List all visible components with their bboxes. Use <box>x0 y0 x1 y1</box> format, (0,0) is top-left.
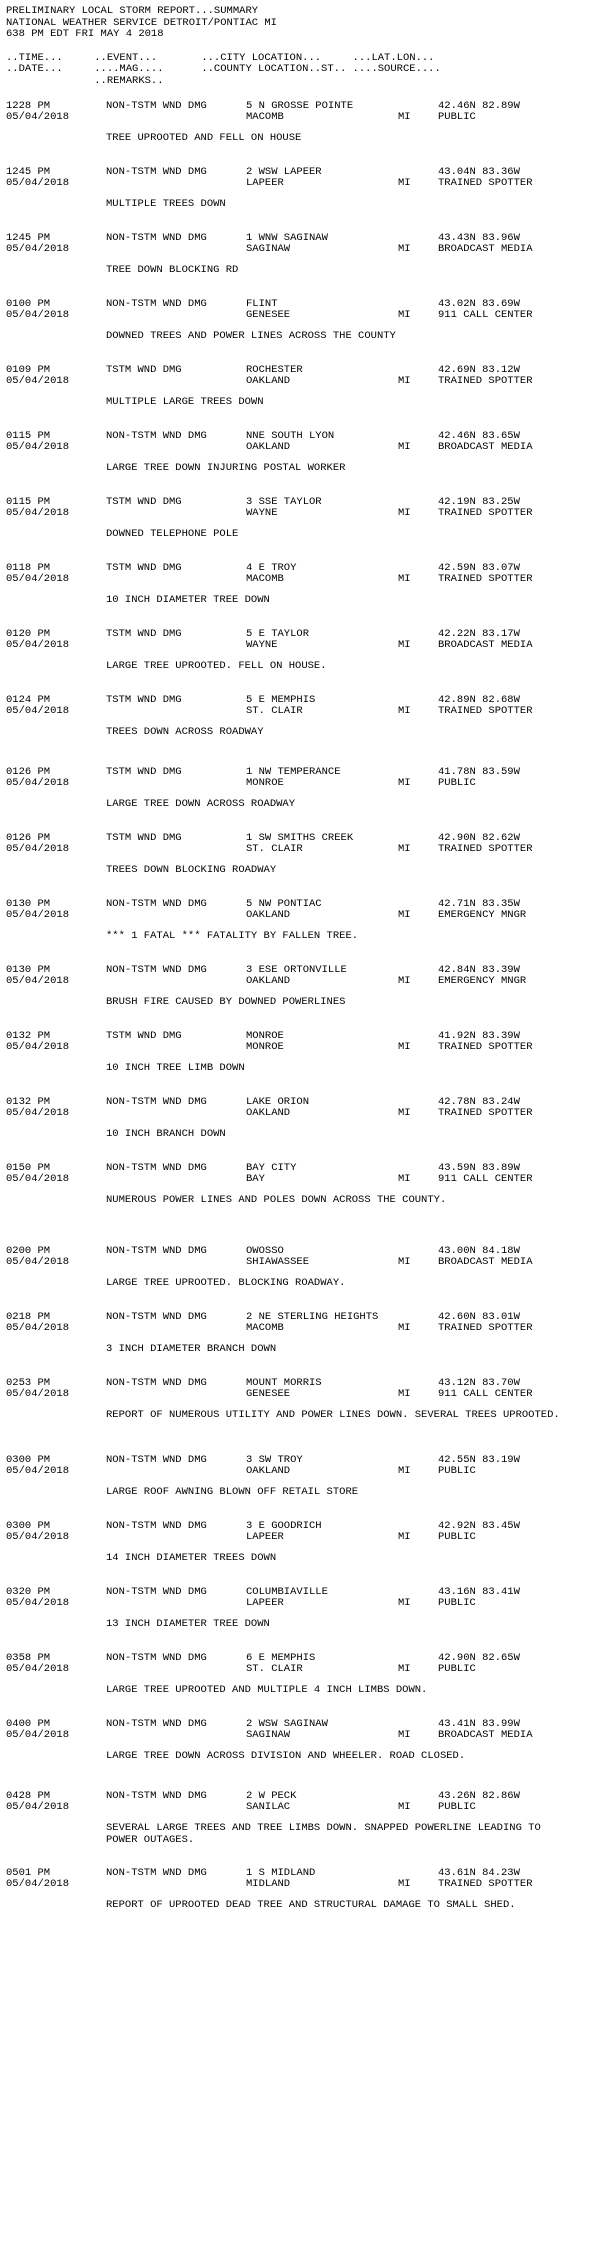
state-code: MI <box>398 1172 411 1185</box>
remarks: 14 INCH DIAMETER TREES DOWN <box>106 1552 277 1564</box>
city-location: ROCHESTER <box>246 364 303 376</box>
report-date: 05/04/2018 <box>6 1662 70 1675</box>
city-location: 1 SW SMITHS CREEK <box>246 832 354 844</box>
county-location: OAKLAND <box>246 1106 291 1119</box>
report-date: 05/04/2018 <box>6 1106 70 1119</box>
remarks: 13 INCH DIAMETER TREE DOWN <box>106 1618 270 1630</box>
remarks: 3 INCH DIAMETER BRANCH DOWN <box>106 1343 277 1355</box>
city-location: 5 E MEMPHIS <box>246 694 316 706</box>
state-code: MI <box>398 974 411 987</box>
lat-lon: 43.41N 83.99W <box>438 1718 520 1730</box>
lat-lon: 43.59N 83.89W <box>438 1162 520 1174</box>
event-type: TSTM WND DMG <box>106 562 182 574</box>
report-date: 05/04/2018 <box>6 176 70 189</box>
remarks: LARGE ROOF AWNING BLOWN OFF RETAIL STORE <box>106 1486 359 1498</box>
remarks: LARGE TREE DOWN INJURING POSTAL WORKER <box>106 462 346 474</box>
city-location: 2 WSW SAGINAW <box>246 1718 328 1730</box>
remarks: DOWNED TREES AND POWER LINES ACROSS THE COUNTY <box>106 330 396 342</box>
report-time: 0115 PM <box>6 496 51 508</box>
city-location: LAKE ORION <box>246 1096 310 1108</box>
report-source: PUBLIC <box>438 1800 476 1813</box>
report-source: TRAINED SPOTTER <box>438 572 533 585</box>
report-date: 05/04/2018 <box>6 110 70 123</box>
report-date: 05/04/2018 <box>6 974 70 987</box>
table-row <box>6 1719 606 1785</box>
city-location: 1 WNW SAGINAW <box>246 232 328 244</box>
table-row <box>6 767 606 833</box>
state-code: MI <box>398 110 411 123</box>
issue-time: 638 PM EDT FRI MAY 4 2018 <box>6 28 164 40</box>
report-time: 0218 PM <box>6 1311 51 1323</box>
report-source: 911 CALL CENTER <box>438 1172 533 1185</box>
event-type: TSTM WND DMG <box>106 694 182 706</box>
lat-lon: 42.90N 82.62W <box>438 832 520 844</box>
county-location: WAYNE <box>246 506 278 519</box>
city-location: 2 WSW LAPEER <box>246 166 322 178</box>
table-row <box>6 299 606 365</box>
city-location: COLUMBIAVILLE <box>246 1586 328 1598</box>
report-source: EMERGENCY MNGR <box>438 974 527 987</box>
lat-lon: 42.89N 82.68W <box>438 694 520 706</box>
report-time: 0253 PM <box>6 1377 51 1389</box>
report-time: 1245 PM <box>6 166 51 178</box>
report-date: 05/04/2018 <box>6 1464 70 1477</box>
table-row <box>6 629 606 695</box>
report-date: 05/04/2018 <box>6 908 70 921</box>
county-location: OAKLAND <box>246 974 291 987</box>
county-location: ST. CLAIR <box>246 704 303 717</box>
county-location: MACOMB <box>246 572 284 585</box>
lat-lon: 43.16N 83.41W <box>438 1586 520 1598</box>
report-time: 0132 PM <box>6 1030 51 1042</box>
report-date: 05/04/2018 <box>6 1728 70 1741</box>
report-time: 0132 PM <box>6 1096 51 1108</box>
remarks: DOWNED TELEPHONE POLE <box>106 528 239 540</box>
city-location: MONROE <box>246 1030 284 1042</box>
county-location: LAPEER <box>246 1530 284 1543</box>
report-source: PUBLIC <box>438 1464 476 1477</box>
report-source: PUBLIC <box>438 776 476 789</box>
table-row <box>6 1587 606 1653</box>
state-code: MI <box>398 440 411 453</box>
lat-lon: 41.92N 83.39W <box>438 1030 520 1042</box>
report-time: 0126 PM <box>6 766 51 778</box>
lat-lon: 43.02N 83.69W <box>438 298 520 310</box>
report-date: 05/04/2018 <box>6 1387 70 1400</box>
event-type: TSTM WND DMG <box>106 832 182 844</box>
report-time: 0300 PM <box>6 1520 51 1532</box>
city-location: MOUNT MORRIS <box>246 1377 322 1389</box>
table-row <box>6 563 606 629</box>
table-row <box>6 1097 606 1163</box>
city-location: 1 NW TEMPERANCE <box>246 766 341 778</box>
report-entries <box>6 101 606 1945</box>
remarks: LARGE TREE UPROOTED. FELL ON HOUSE. <box>106 660 327 672</box>
lat-lon: 43.12N 83.70W <box>438 1377 520 1389</box>
county-location: OAKLAND <box>246 1464 291 1477</box>
table-row <box>6 1312 606 1378</box>
report-date: 05/04/2018 <box>6 1172 70 1185</box>
city-location: 5 E TAYLOR <box>246 628 310 640</box>
lat-lon: 42.69N 83.12W <box>438 364 520 376</box>
city-location: 3 E GOODRICH <box>246 1520 322 1532</box>
table-row <box>6 1246 606 1312</box>
table-row <box>6 1378 606 1455</box>
report-date: 05/04/2018 <box>6 1255 70 1268</box>
report-time: 0109 PM <box>6 364 51 376</box>
county-location: MONROE <box>246 1040 284 1053</box>
remarks: LARGE TREE DOWN ACROSS ROADWAY <box>106 798 296 810</box>
event-type: NON-TSTM WND DMG <box>106 1245 207 1257</box>
table-row <box>6 431 606 497</box>
table-row <box>6 101 606 167</box>
state-code: MI <box>398 1662 411 1675</box>
county-location: WAYNE <box>246 638 278 651</box>
state-code: MI <box>398 176 411 189</box>
county-location: GENESEE <box>246 1387 291 1400</box>
report-time: 0150 PM <box>6 1162 51 1174</box>
issuing-office: NATIONAL WEATHER SERVICE DETROIT/PONTIAC MI <box>6 16 277 29</box>
table-row <box>6 1031 606 1097</box>
report-time: 0130 PM <box>6 898 51 910</box>
remarks: TREES DOWN BLOCKING ROADWAY <box>106 864 277 876</box>
report-source: PUBLIC <box>438 1662 476 1675</box>
state-code: MI <box>398 572 411 585</box>
event-type: TSTM WND DMG <box>106 628 182 640</box>
remarks: 10 INCH DIAMETER TREE DOWN <box>106 594 270 606</box>
lat-lon: 42.78N 83.24W <box>438 1096 520 1108</box>
lat-lon: 43.26N 82.86W <box>438 1790 520 1802</box>
event-type: NON-TSTM WND DMG <box>106 1718 207 1730</box>
table-row <box>6 899 606 965</box>
remarks: NUMEROUS POWER LINES AND POLES DOWN ACROSS THE COUNTY. <box>106 1194 447 1206</box>
event-type: NON-TSTM WND DMG <box>106 1454 207 1466</box>
city-location: 1 S MIDLAND <box>246 1867 316 1879</box>
state-code: MI <box>398 1877 411 1890</box>
report-time: 0120 PM <box>6 628 51 640</box>
lat-lon: 42.19N 83.25W <box>438 496 520 508</box>
lat-lon: 43.43N 83.96W <box>438 232 520 244</box>
report-time: 0118 PM <box>6 562 51 574</box>
lat-lon: 42.59N 83.07W <box>438 562 520 574</box>
remarks: REPORT OF UPROOTED DEAD TREE AND STRUCTURAL DAMAGE TO SMALL SHED. <box>106 1899 516 1911</box>
city-location: 3 ESE ORTONVILLE <box>246 964 347 976</box>
county-location: OAKLAND <box>246 374 291 387</box>
city-location: 3 SSE TAYLOR <box>246 496 322 508</box>
event-type: NON-TSTM WND DMG <box>106 964 207 976</box>
table-row <box>6 233 606 299</box>
report-source: 911 CALL CENTER <box>438 308 533 321</box>
report-date: 05/04/2018 <box>6 506 70 519</box>
report-date: 05/04/2018 <box>6 308 70 321</box>
state-code: MI <box>398 1800 411 1813</box>
state-code: MI <box>398 1464 411 1477</box>
county-location: MIDLAND <box>246 1877 291 1890</box>
remarks: *** 1 FATAL *** FATALITY BY FALLEN TREE. <box>106 930 359 942</box>
report-time: 1228 PM <box>6 100 51 112</box>
state-code: MI <box>398 308 411 321</box>
lat-lon: 42.84N 83.39W <box>438 964 520 976</box>
county-location: ST. CLAIR <box>246 842 303 855</box>
report-time: 0100 PM <box>6 298 51 310</box>
table-row <box>6 1791 606 1868</box>
city-location: 2 NE STERLING HEIGHTS <box>246 1311 379 1323</box>
table-row <box>6 1163 606 1240</box>
report-time: 0501 PM <box>6 1867 51 1879</box>
event-type: NON-TSTM WND DMG <box>106 1652 207 1664</box>
state-code: MI <box>398 1255 411 1268</box>
event-type: NON-TSTM WND DMG <box>106 232 207 244</box>
report-source: TRAINED SPOTTER <box>438 842 533 855</box>
report-source: PUBLIC <box>438 110 476 123</box>
storm-report <box>6 6 606 1945</box>
event-type: NON-TSTM WND DMG <box>106 430 207 442</box>
report-date: 05/04/2018 <box>6 572 70 585</box>
city-location: 5 N GROSSE POINTE <box>246 100 354 112</box>
report-date: 05/04/2018 <box>6 1877 70 1890</box>
report-source: TRAINED SPOTTER <box>438 1877 533 1890</box>
report-date: 05/04/2018 <box>6 242 70 255</box>
event-type: TSTM WND DMG <box>106 766 182 778</box>
report-source: TRAINED SPOTTER <box>438 1321 533 1334</box>
report-date: 05/04/2018 <box>6 440 70 453</box>
report-source: BROADCAST MEDIA <box>438 1255 533 1268</box>
column-header-1: ..TIME... ..EVENT... ...CITY LOCATION... ...LAT.LON... <box>6 51 435 64</box>
lat-lon: 42.55N 83.19W <box>438 1454 520 1466</box>
lat-lon: 42.46N 83.65W <box>438 430 520 442</box>
city-location: 4 E TROY <box>246 562 297 574</box>
event-type: NON-TSTM WND DMG <box>106 898 207 910</box>
table-row <box>6 167 606 233</box>
state-code: MI <box>398 1387 411 1400</box>
report-source: TRAINED SPOTTER <box>438 1040 533 1053</box>
remarks: LARGE TREE UPROOTED AND MULTIPLE 4 INCH LIMBS DOWN. <box>106 1684 428 1696</box>
report-time: 0428 PM <box>6 1790 51 1802</box>
event-type: NON-TSTM WND DMG <box>106 1790 207 1802</box>
report-source: TRAINED SPOTTER <box>438 1106 533 1119</box>
event-type: NON-TSTM WND DMG <box>106 1867 207 1879</box>
lat-lon: 42.90N 82.65W <box>438 1652 520 1664</box>
event-type: NON-TSTM WND DMG <box>106 100 207 112</box>
report-source: BROADCAST MEDIA <box>438 1728 533 1741</box>
county-location: SAGINAW <box>246 1728 291 1741</box>
report-source: PUBLIC <box>438 1596 476 1609</box>
event-type: NON-TSTM WND DMG <box>106 1162 207 1174</box>
report-date: 05/04/2018 <box>6 1530 70 1543</box>
county-location: BAY <box>246 1172 265 1185</box>
report-date: 05/04/2018 <box>6 842 70 855</box>
lat-lon: 42.92N 83.45W <box>438 1520 520 1532</box>
county-location: SHIAWASSEE <box>246 1255 310 1268</box>
city-location: NNE SOUTH LYON <box>246 430 335 442</box>
event-type: TSTM WND DMG <box>106 1030 182 1042</box>
remarks: TREE DOWN BLOCKING RD <box>106 264 239 276</box>
state-code: MI <box>398 1728 411 1741</box>
column-header-3: ..REMARKS.. <box>6 74 164 87</box>
report-date: 05/04/2018 <box>6 1800 70 1813</box>
remarks: LARGE TREE UPROOTED. BLOCKING ROADWAY. <box>106 1277 346 1289</box>
report-source: BROADCAST MEDIA <box>438 242 533 255</box>
report-source: EMERGENCY MNGR <box>438 908 527 921</box>
lat-lon: 42.46N 82.89W <box>438 100 520 112</box>
report-source: TRAINED SPOTTER <box>438 704 533 717</box>
county-location: OAKLAND <box>246 440 291 453</box>
city-location: OWOSSO <box>246 1245 284 1257</box>
lat-lon: 42.60N 83.01W <box>438 1311 520 1323</box>
report-date: 05/04/2018 <box>6 374 70 387</box>
state-code: MI <box>398 638 411 651</box>
state-code: MI <box>398 374 411 387</box>
state-code: MI <box>398 1321 411 1334</box>
remarks: BRUSH FIRE CAUSED BY DOWNED POWERLINES <box>106 996 346 1008</box>
table-row <box>6 1653 606 1719</box>
state-code: MI <box>398 506 411 519</box>
event-type: TSTM WND DMG <box>106 496 182 508</box>
report-source: PUBLIC <box>438 1530 476 1543</box>
lat-lon: 43.04N 83.36W <box>438 166 520 178</box>
report-source: BROADCAST MEDIA <box>438 638 533 651</box>
state-code: MI <box>398 704 411 717</box>
county-location: SAGINAW <box>246 242 291 255</box>
city-location: 2 W PECK <box>246 1790 297 1802</box>
report-source: TRAINED SPOTTER <box>438 374 533 387</box>
lat-lon: 41.78N 83.59W <box>438 766 520 778</box>
state-code: MI <box>398 776 411 789</box>
county-location: MONROE <box>246 776 284 789</box>
event-type: TSTM WND DMG <box>106 364 182 376</box>
county-location: SANILAC <box>246 1800 291 1813</box>
table-row <box>6 497 606 563</box>
remarks: TREES DOWN ACROSS ROADWAY <box>106 726 264 738</box>
county-location: MACOMB <box>246 110 284 123</box>
state-code: MI <box>398 908 411 921</box>
city-location: FLINT <box>246 298 278 310</box>
remarks: 10 INCH TREE LIMB DOWN <box>106 1062 245 1074</box>
table-row <box>6 695 606 761</box>
report-date: 05/04/2018 <box>6 638 70 651</box>
county-location: LAPEER <box>246 1596 284 1609</box>
lat-lon: 42.22N 83.17W <box>438 628 520 640</box>
table-row <box>6 1521 606 1587</box>
event-type: NON-TSTM WND DMG <box>106 1520 207 1532</box>
event-type: NON-TSTM WND DMG <box>106 1311 207 1323</box>
report-date: 05/04/2018 <box>6 1321 70 1334</box>
table-row <box>6 1455 606 1521</box>
report-date: 05/04/2018 <box>6 1596 70 1609</box>
report-time: 0358 PM <box>6 1652 51 1664</box>
remarks: MULTIPLE TREES DOWN <box>106 198 226 210</box>
report-source: 911 CALL CENTER <box>438 1387 533 1400</box>
event-type: NON-TSTM WND DMG <box>106 1096 207 1108</box>
column-header-2: ..DATE... ....MAG.... ..COUNTY LOCATION..ST.. ....SOURCE.... <box>6 63 441 75</box>
report-time: 0400 PM <box>6 1718 51 1730</box>
report-time: 0320 PM <box>6 1586 51 1598</box>
event-type: NON-TSTM WND DMG <box>106 1586 207 1598</box>
remarks: 10 INCH BRANCH DOWN <box>106 1128 226 1140</box>
state-code: MI <box>398 242 411 255</box>
county-location: OAKLAND <box>246 908 291 921</box>
report-source: TRAINED SPOTTER <box>438 176 533 189</box>
report-date: 05/04/2018 <box>6 776 70 789</box>
event-type: NON-TSTM WND DMG <box>106 166 207 178</box>
county-location: GENESEE <box>246 308 291 321</box>
report-date: 05/04/2018 <box>6 704 70 717</box>
table-row <box>6 365 606 431</box>
table-row <box>6 833 606 899</box>
state-code: MI <box>398 1530 411 1543</box>
report-time: 0124 PM <box>6 694 51 706</box>
county-location: ST. CLAIR <box>246 1662 303 1675</box>
lat-lon: 43.00N 84.18W <box>438 1245 520 1257</box>
event-type: NON-TSTM WND DMG <box>106 1377 207 1389</box>
city-location: BAY CITY <box>246 1162 297 1174</box>
remarks: MULTIPLE LARGE TREES DOWN <box>106 396 264 408</box>
report-time: 0300 PM <box>6 1454 51 1466</box>
event-type: NON-TSTM WND DMG <box>106 298 207 310</box>
lat-lon: 42.71N 83.35W <box>438 898 520 910</box>
remarks: SEVERAL LARGE TREES AND TREE LIMBS DOWN. SNAPPED POWERLINE LEADING TO POWER OUTAGES. <box>106 1822 541 1846</box>
report-time: 0126 PM <box>6 832 51 844</box>
state-code: MI <box>398 842 411 855</box>
report-source: TRAINED SPOTTER <box>438 506 533 519</box>
remarks: LARGE TREE DOWN ACROSS DIVISION AND WHEELER. ROAD CLOSED. <box>106 1750 466 1762</box>
report-date: 05/04/2018 <box>6 1040 70 1053</box>
report-time: 1245 PM <box>6 232 51 244</box>
report-time: 0200 PM <box>6 1245 51 1257</box>
lat-lon: 43.61N 84.23W <box>438 1867 520 1879</box>
report-time: 0130 PM <box>6 964 51 976</box>
city-location: 6 E MEMPHIS <box>246 1652 316 1664</box>
state-code: MI <box>398 1106 411 1119</box>
remarks: TREE UPROOTED AND FELL ON HOUSE <box>106 132 302 144</box>
report-source: BROADCAST MEDIA <box>438 440 533 453</box>
report-time: 0115 PM <box>6 430 51 442</box>
table-row <box>6 965 606 1031</box>
state-code: MI <box>398 1596 411 1609</box>
city-location: 3 SW TROY <box>246 1454 303 1466</box>
table-row <box>6 1868 606 1945</box>
county-location: LAPEER <box>246 176 284 189</box>
state-code: MI <box>398 1040 411 1053</box>
county-location: MACOMB <box>246 1321 284 1334</box>
city-location: 5 NW PONTIAC <box>246 898 322 910</box>
report-title: PRELIMINARY LOCAL STORM REPORT...SUMMARY <box>6 5 259 17</box>
remarks: REPORT OF NUMEROUS UTILITY AND POWER LINES DOWN. SEVERAL TREES UPROOTED. <box>106 1409 560 1421</box>
